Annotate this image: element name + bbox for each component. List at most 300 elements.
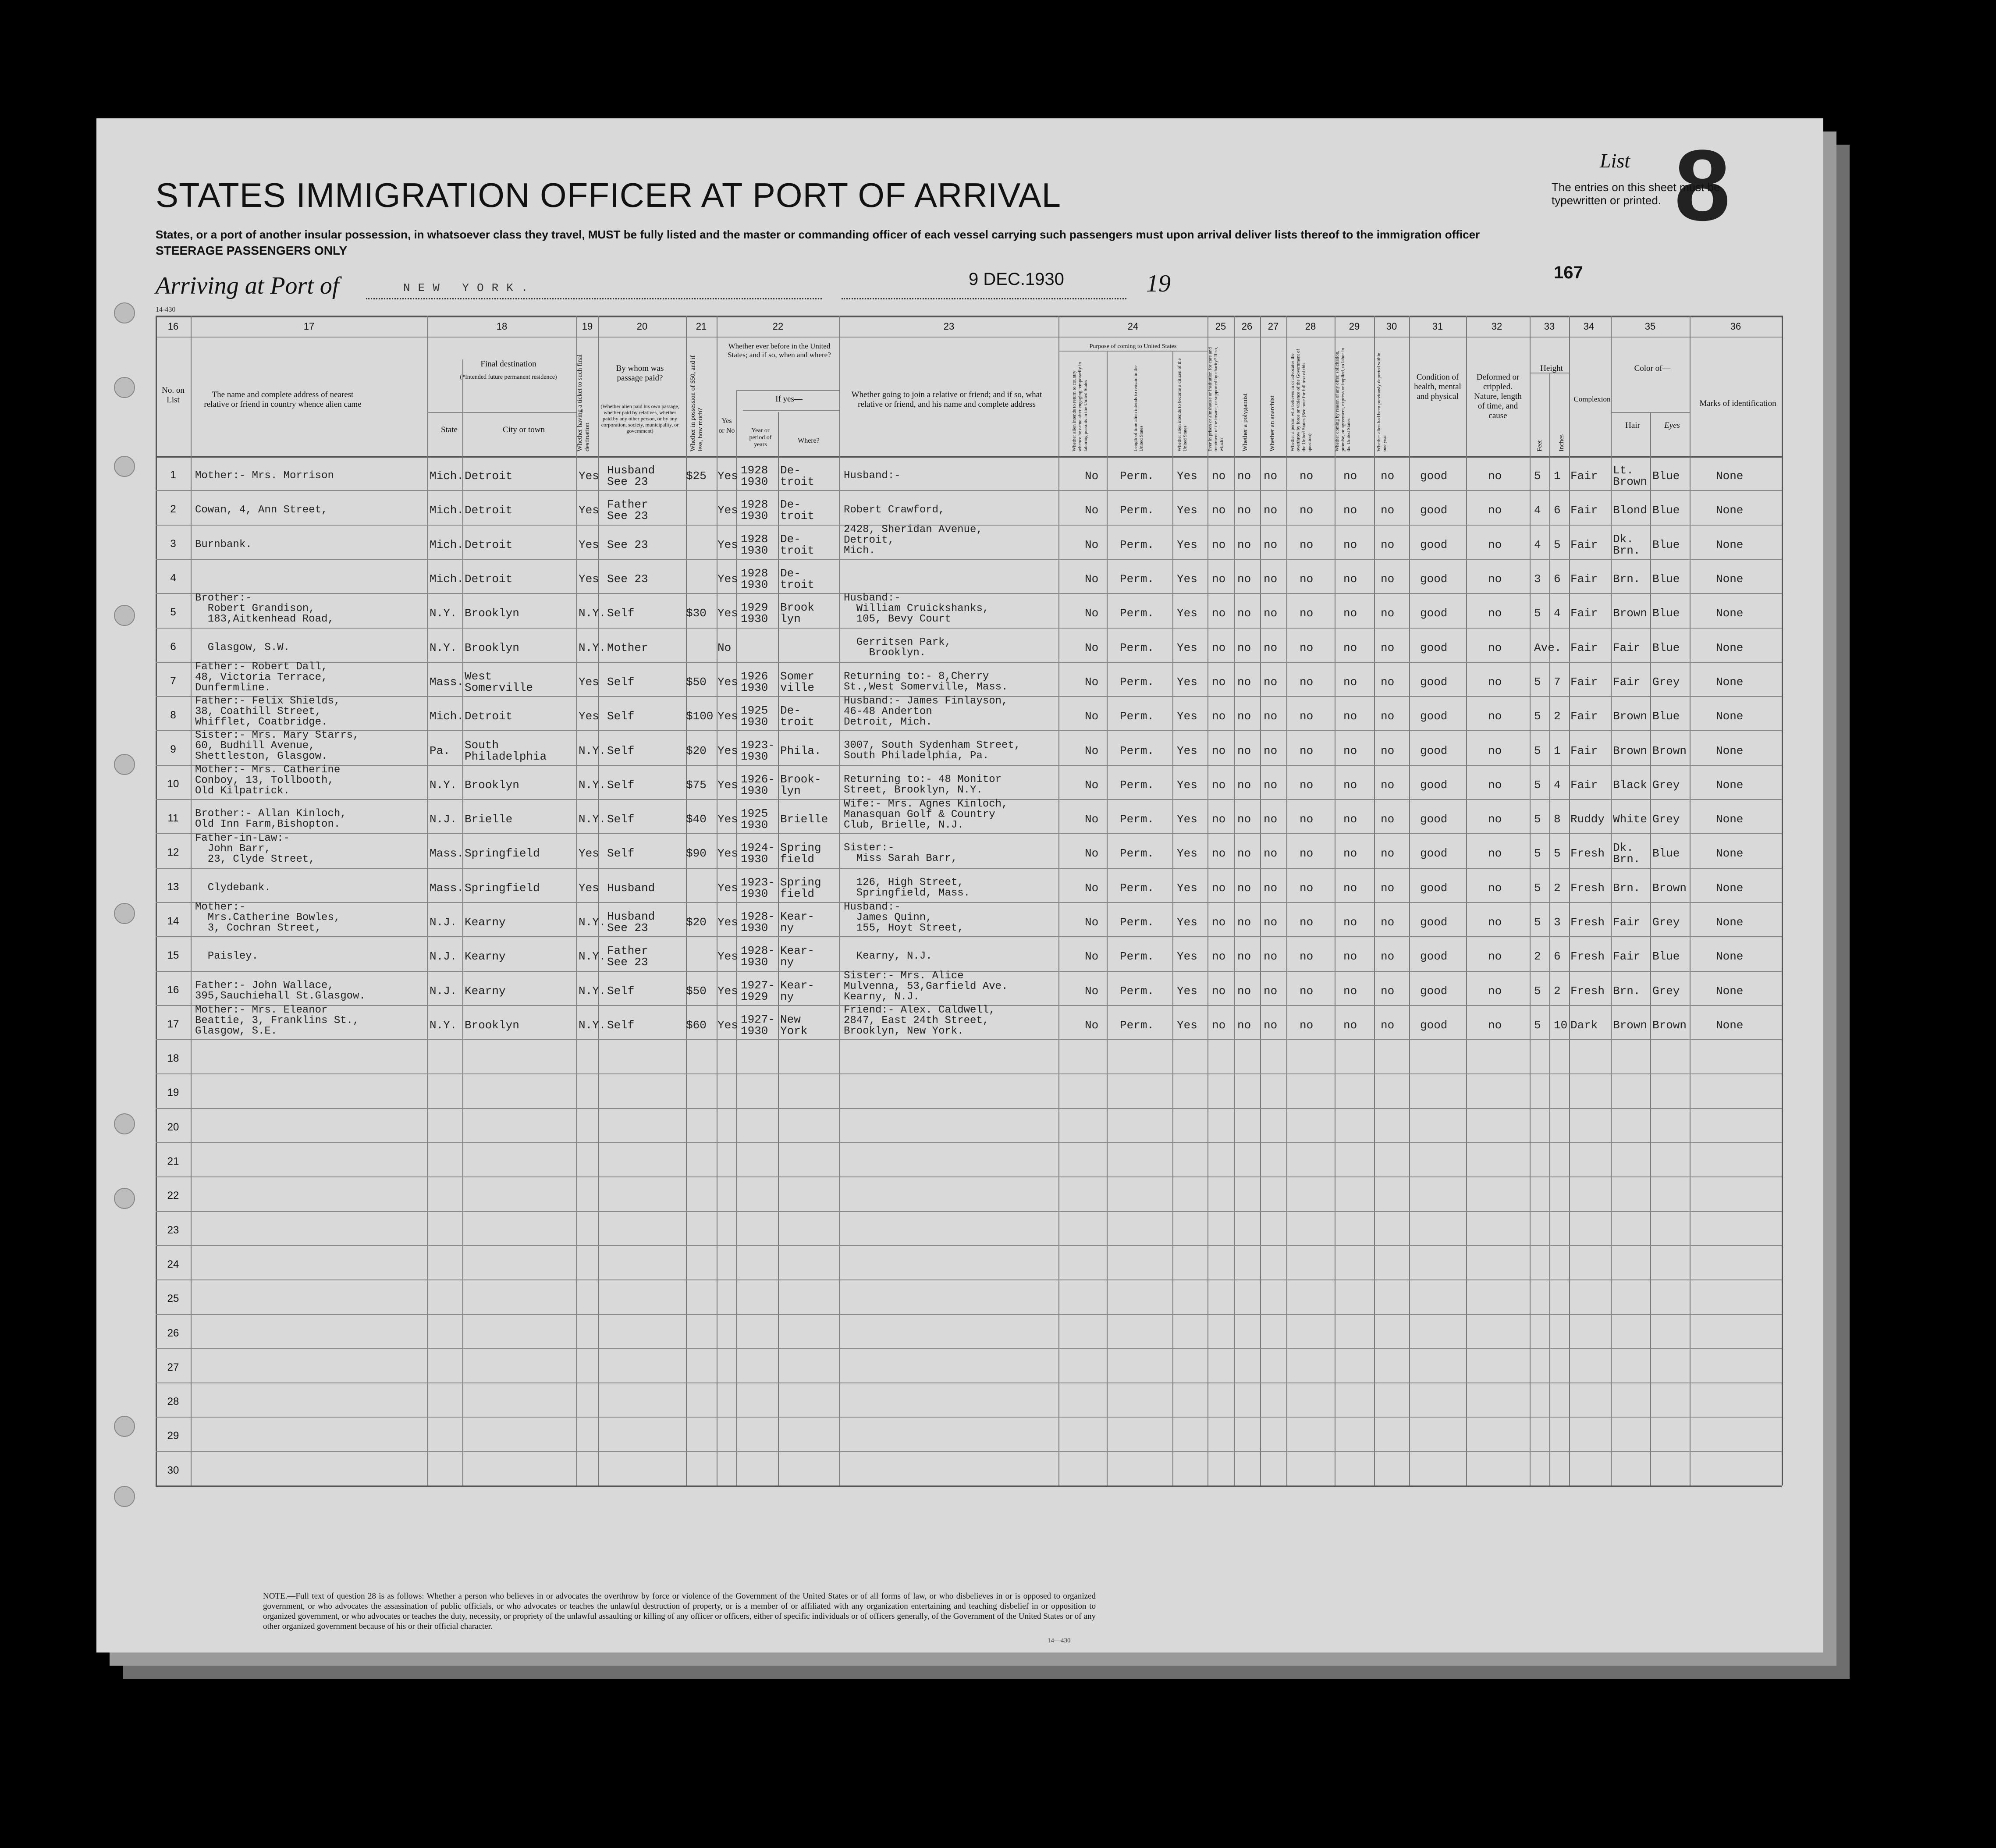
purpose-return: No [1085, 710, 1099, 723]
subcolumn-rule [462, 359, 463, 1486]
purpose-length: Perm. [1120, 950, 1154, 963]
column-number: 32 [1491, 321, 1502, 332]
row-rule [156, 902, 1782, 903]
previous-place: De- troit [780, 704, 815, 729]
previous-years: 1925 1930 [741, 807, 768, 832]
answer-q25: no [1212, 607, 1226, 620]
ticket-status: N.Y. [579, 607, 606, 620]
answer-q26: no [1237, 950, 1251, 963]
relative-address: Cowan, 4, Ann Street, [195, 504, 328, 516]
joining-relative: Sister:- Mrs. Alice Mulvenna, 53,Garfield Ave. Kearny, N.J. [844, 970, 1008, 1003]
passage-paid-by: Self [607, 1018, 635, 1032]
passage-paid-by: Father See 23 [607, 498, 648, 523]
purpose-length: Perm. [1120, 1018, 1154, 1032]
col20-note: (Whether alien paid his own passage, whether paid by relatives, whether paid by any other person, or by any corporation, society, municipality, or government) [600, 403, 679, 434]
answer-q25: no [1212, 1018, 1226, 1032]
answer-q29: no [1343, 778, 1357, 792]
previous-place: Kear- ny [780, 978, 815, 1003]
height-inches: 10 [1554, 1018, 1568, 1032]
answer-q26: no [1237, 675, 1251, 689]
page-subtitle: States, or a port of another insular possession, in whatsoever class they travel, MUST be fully listed and the master or commanding officer of each vessel carrying such passengers must upon arrival deliver lists thereof to the immigration officer [156, 228, 1480, 241]
col24-return: Whether alien intends to return to country whence he came after engaging temporarily in laboring pursuits in the United States [1072, 362, 1088, 451]
eye-color: Blue [1652, 950, 1680, 963]
previous-years: 1928 1930 [741, 532, 768, 557]
answer-q28: no [1300, 847, 1314, 860]
row-number: 9 [170, 743, 176, 756]
purpose-citizen: Yes [1177, 572, 1197, 586]
deformed-status: no [1488, 847, 1502, 860]
manifest-table [156, 316, 1782, 1552]
height-feet: 5 [1534, 881, 1541, 895]
previous-years: 1928 1930 [741, 464, 768, 489]
column-number: 18 [496, 321, 508, 332]
eye-color: Blue [1652, 847, 1680, 860]
purpose-return: No [1085, 984, 1099, 998]
port-name: NEW YORK. [403, 281, 536, 295]
height-feet: 5 [1534, 813, 1541, 826]
height-inches: 4 [1554, 607, 1561, 620]
col33-header: Height [1540, 364, 1563, 373]
answer-q26: no [1237, 607, 1251, 620]
destination-city: Kearny [465, 950, 506, 963]
row-number: 1 [170, 469, 176, 481]
health-condition: good [1420, 469, 1448, 483]
height-feet: 5 [1534, 675, 1541, 689]
answer-q28: no [1300, 710, 1314, 723]
previous-place: Phila. [780, 744, 821, 757]
answer-q30: no [1381, 778, 1395, 792]
purpose-return: No [1085, 504, 1099, 517]
money-amount: $90 [686, 847, 707, 860]
ticket-status: Yes [579, 847, 599, 860]
punch-hole [114, 754, 135, 775]
deformed-status: no [1488, 1018, 1502, 1032]
column-rule [686, 316, 687, 1486]
col27-header: Whether an anarchist [1269, 395, 1276, 451]
answer-q30: no [1381, 984, 1395, 998]
identification-marks: None [1716, 847, 1744, 860]
col23-header: Whether going to join a relative or friend; and if so, what relative or friend, and his name and complete address [851, 390, 1042, 409]
deformed-status: no [1488, 881, 1502, 895]
money-amount: $20 [686, 744, 707, 757]
complexion-value: Fair [1570, 504, 1598, 517]
height-feet: 5 [1534, 469, 1541, 483]
eye-color: Blue [1652, 469, 1680, 483]
row-rule [156, 1382, 1782, 1383]
subcolumn-rule [1549, 373, 1550, 1486]
row-number: 8 [170, 709, 176, 721]
ticket-status: Yes [579, 469, 599, 483]
row-number: 30 [167, 1464, 179, 1476]
column-number: 19 [582, 321, 593, 332]
column-rule [1611, 316, 1612, 1486]
answer-q25: no [1212, 710, 1226, 723]
answer-q29: no [1343, 950, 1357, 963]
purpose-citizen: Yes [1177, 607, 1197, 620]
answer-q30: no [1381, 813, 1395, 826]
eye-color: Brown [1652, 744, 1687, 757]
destination-city: West Somerville [465, 669, 533, 694]
height-inches: 6 [1554, 572, 1561, 586]
previously-in-us: No [717, 641, 732, 654]
previously-in-us: Yes [717, 572, 738, 586]
answer-q27: no [1264, 641, 1278, 654]
column-rule [1466, 316, 1467, 1486]
relative-address: Glasgow, S.W. [195, 641, 290, 654]
previous-years: 1928 1930 [741, 498, 768, 523]
money-amount: $20 [686, 916, 707, 929]
row-number: 29 [167, 1430, 179, 1442]
eye-color: Blue [1652, 641, 1680, 654]
col20-header: By whom was passage paid? [616, 364, 664, 383]
money-amount: $25 [686, 469, 707, 483]
identification-marks: None [1716, 1018, 1744, 1032]
joining-relative: Kearny, N.J. [844, 950, 932, 963]
joining-relative: Husband:- James Finlayson, 46-48 Anderton Detroit, Mich. [844, 695, 1008, 729]
column-number: 21 [696, 321, 707, 332]
answer-q25: no [1212, 538, 1226, 551]
answer-q28: no [1300, 469, 1314, 483]
row-rule [156, 662, 1782, 663]
purpose-length: Perm. [1120, 572, 1154, 586]
deformed-status: no [1488, 641, 1502, 654]
relative-address: Mother:- Mrs.Catherine Bowles, 3, Cochran Street, [195, 901, 341, 934]
hair-color: Fair [1613, 916, 1641, 929]
joining-relative: Husband:- James Quinn, 155, Hoyt Street, [844, 901, 964, 934]
relative-address: Clydebank. [195, 881, 271, 894]
height-inches: 6 [1554, 504, 1561, 517]
row-number: 17 [167, 1018, 179, 1030]
ticket-status: N.Y. [579, 641, 606, 654]
eye-color: Blue [1652, 572, 1680, 586]
previous-years: 1928 1930 [741, 567, 768, 592]
previously-in-us: Yes [717, 778, 738, 792]
previous-place: De- troit [780, 532, 815, 557]
answer-q30: no [1381, 916, 1395, 929]
column-number: 22 [772, 321, 784, 332]
health-condition: good [1420, 950, 1448, 963]
height-feet: 5 [1534, 984, 1541, 998]
ticket-status: Yes [579, 675, 599, 689]
destination-city: Springfield [465, 847, 540, 860]
hair-color: Black [1613, 778, 1648, 792]
answer-q28: no [1300, 607, 1314, 620]
row-rule [156, 628, 1782, 629]
previous-place: Somer ville [780, 669, 815, 694]
col21-header: Whether in possession of $50, and if less, how much? [689, 355, 704, 451]
answer-q27: no [1264, 881, 1278, 895]
hair-color: Brn. [1613, 984, 1641, 998]
previous-years: 1926 1930 [741, 669, 768, 694]
column-number: 28 [1305, 321, 1316, 332]
col34-header: Complexion [1573, 395, 1611, 403]
purpose-citizen: Yes [1177, 744, 1197, 757]
answer-q30: no [1381, 744, 1395, 757]
answer-q25: no [1212, 675, 1226, 689]
answer-q26: no [1237, 504, 1251, 517]
ticket-status: Yes [579, 881, 599, 895]
passage-paid-by: Self [607, 778, 635, 792]
eye-color: Brown [1652, 1018, 1687, 1032]
answer-q26: no [1237, 1018, 1251, 1032]
hair-color: Blond [1613, 504, 1648, 517]
height-inches: 7 [1554, 675, 1561, 689]
identification-marks: None [1716, 916, 1744, 929]
purpose-citizen: Yes [1177, 641, 1197, 654]
relative-address: Father:- Robert Dall, 48, Victoria Terrace, Dunfermline. [195, 661, 328, 694]
money-amount: $50 [686, 984, 707, 998]
col26-header: Whether a polygamist [1242, 393, 1249, 451]
previous-years: 1924- 1930 [741, 841, 775, 866]
height-feet: 3 [1534, 572, 1541, 586]
previously-in-us: Yes [717, 710, 738, 723]
row-number: 3 [170, 537, 176, 550]
answer-q29: no [1343, 847, 1357, 860]
previous-place: Brook- lyn [780, 772, 821, 797]
row-number: 14 [167, 915, 179, 927]
identification-marks: None [1716, 778, 1744, 792]
row-number: 19 [167, 1087, 179, 1099]
joining-relative: Husband:- William Cruickshanks, 105, Bevy Court [844, 592, 989, 625]
page-number: 167 [1554, 263, 1583, 282]
subcolumn-rule [778, 412, 779, 1486]
subcolumn-rule [736, 390, 737, 1486]
answer-q25: no [1212, 572, 1226, 586]
answer-q28: no [1300, 916, 1314, 929]
col33-inches: Inches [1558, 434, 1565, 451]
relative-address: Brother:- Allan Kinloch, Old Inn Farm,Bishopton. [195, 808, 347, 831]
money-amount: $30 [686, 607, 707, 620]
passage-paid-by: Self [607, 984, 635, 998]
complexion-value: Dark [1570, 1018, 1598, 1032]
purpose-length: Perm. [1120, 916, 1154, 929]
deformed-status: no [1488, 813, 1502, 826]
destination-city: Brooklyn [465, 1018, 519, 1032]
health-condition: good [1420, 813, 1448, 826]
identification-marks: None [1716, 504, 1744, 517]
answer-q28: no [1300, 538, 1314, 551]
deformed-status: no [1488, 778, 1502, 792]
row-rule [156, 1211, 1782, 1212]
answer-q27: no [1264, 950, 1278, 963]
col29-header: Whether coming by reason of any offer, solicitation, promise, or agreement, express or implied, to labor in the United States [1335, 348, 1351, 451]
answer-q25: no [1212, 916, 1226, 929]
column-number: 30 [1386, 321, 1397, 332]
answer-q26: no [1237, 778, 1251, 792]
row-number: 11 [167, 812, 179, 824]
health-condition: good [1420, 538, 1448, 551]
eye-color: Blue [1652, 607, 1680, 620]
eye-color: Brown [1652, 881, 1687, 895]
year-prefix: 19 [1146, 270, 1171, 297]
health-condition: good [1420, 675, 1448, 689]
answer-q29: no [1343, 641, 1357, 654]
hair-color: Fair [1613, 641, 1641, 654]
complexion-value: Ruddy [1570, 813, 1605, 826]
destination-city: Brooklyn [465, 778, 519, 792]
row-rule [156, 730, 1782, 731]
answer-q26: no [1237, 538, 1251, 551]
relative-address: Brother:- Robert Grandison, 183,Aitkenhead Road, [195, 592, 334, 625]
purpose-length: Perm. [1120, 984, 1154, 998]
answer-q27: no [1264, 916, 1278, 929]
deformed-status: no [1488, 950, 1502, 963]
joining-relative: Friend:- Alex. Caldwell, 2847, East 24th Street, Brooklyn, New York. [844, 1004, 995, 1037]
height-feet: 5 [1534, 916, 1541, 929]
answer-q29: no [1343, 607, 1357, 620]
footnote: NOTE.—Full text of question 28 is as follows: Whether a person who believes in or advocates the overthrow by force or violence of the Government of the United States or of all forms of law, or who disbelieves in or is opposed to organized government, or who advocates the assassination of public officials, or who advocates or teaches the unlawful destruction of property, or is a member of or affiliated with any organization entertaining and teaching disbelief in or opposition to organized government, or who advocates or teaches the duty, necessity, or propriety of the unlawful assaulting or killing of any officer or officers, either of specific individuals or of officers generally, of the Government of the United States or of any other organized government because of his or their official character. [263, 1592, 1096, 1631]
destination-city: Brooklyn [465, 641, 519, 654]
health-condition: good [1420, 641, 1448, 654]
joining-relative: 2428, Sheridan Avenue, Detroit, Mich. [844, 523, 983, 557]
row-number: 15 [167, 949, 179, 962]
purpose-return: No [1085, 675, 1099, 689]
row-number: 4 [170, 572, 176, 584]
complexion-value: Fair [1570, 572, 1598, 586]
joining-relative: Robert Crawford, [844, 504, 945, 516]
row-rule [156, 1039, 1782, 1040]
health-condition: good [1420, 504, 1448, 517]
answer-q28: no [1300, 675, 1314, 689]
row-rule [156, 1108, 1782, 1109]
destination-city: Springfield [465, 881, 540, 895]
column-rule [839, 316, 840, 1486]
joining-relative: Returning to:- 48 Monitor Street, Brooklyn, N.Y. [844, 773, 1002, 796]
answer-q28: no [1300, 572, 1314, 586]
punch-hole [114, 1416, 135, 1437]
answer-q28: no [1300, 984, 1314, 998]
previously-in-us: Yes [717, 950, 738, 963]
answer-q27: no [1264, 607, 1278, 620]
answer-q27: no [1264, 572, 1278, 586]
height-feet: 4 [1534, 538, 1541, 551]
destination-city: Kearny [465, 984, 506, 998]
destination-state: N.J. [430, 950, 457, 963]
destination-state: N.Y. [430, 607, 457, 620]
answer-q29: no [1343, 710, 1357, 723]
ticket-status: N.Y. [579, 950, 606, 963]
column-rule [1286, 316, 1287, 1486]
ticket-status: N.Y. [579, 916, 606, 929]
answer-q27: no [1264, 1018, 1278, 1032]
complexion-value: Fresh [1570, 916, 1605, 929]
answer-q28: no [1300, 641, 1314, 654]
destination-state: N.Y. [430, 1018, 457, 1032]
answer-q29: no [1343, 916, 1357, 929]
purpose-citizen: Yes [1177, 469, 1197, 483]
column-number: 34 [1583, 321, 1595, 332]
identification-marks: None [1716, 607, 1744, 620]
passage-paid-by: Husband [607, 881, 655, 895]
eye-color: Grey [1652, 984, 1680, 998]
col30-header: Whether alien had been previously deported within one year [1376, 352, 1387, 451]
previous-years: 1925 1930 [741, 704, 768, 729]
previous-place: Spring field [780, 841, 821, 866]
answer-q30: no [1381, 675, 1395, 689]
height-feet: 4 [1534, 504, 1541, 517]
previously-in-us: Yes [717, 847, 738, 860]
relative-address: Mother:- Mrs. Eleanor Beattie, 3, Franklins St., Glasgow, S.E. [195, 1004, 359, 1037]
hair-color: Brown [1613, 1018, 1648, 1032]
row-rule [156, 1073, 1782, 1074]
eye-color: Grey [1652, 916, 1680, 929]
deformed-status: no [1488, 469, 1502, 483]
row-number: 13 [167, 881, 179, 893]
column-rule [1530, 316, 1531, 1486]
row-rule [156, 765, 1782, 766]
previous-years: 1926- 1930 [741, 772, 775, 797]
destination-state: N.Y. [430, 778, 457, 792]
height-inches: 4 [1554, 778, 1561, 792]
purpose-return: No [1085, 469, 1099, 483]
purpose-length: Perm. [1120, 881, 1154, 895]
row-number: 5 [170, 606, 176, 618]
money-amount: $100 [686, 710, 714, 723]
passage-paid-by: Husband See 23 [607, 910, 655, 935]
row-number: 24 [167, 1258, 179, 1270]
column-number: 31 [1432, 321, 1443, 332]
column-number: 25 [1215, 321, 1226, 332]
height-feet: 5 [1534, 607, 1541, 620]
column-number: 16 [167, 321, 179, 332]
list-number: 8 [1674, 129, 1730, 242]
purpose-return: No [1085, 916, 1099, 929]
previous-years: 1927- 1930 [741, 1013, 775, 1038]
joining-relative: 126, High Street, Springfield, Mass. [856, 876, 970, 899]
health-condition: good [1420, 744, 1448, 757]
previous-place: De- troit [780, 567, 815, 592]
destination-state: Mass. [430, 847, 464, 860]
col18-header: Final destination [480, 359, 536, 369]
row-rule [156, 1142, 1782, 1143]
purpose-citizen: Yes [1177, 984, 1197, 998]
row-number: 22 [167, 1190, 179, 1202]
row-number: 27 [167, 1361, 179, 1373]
destination-city: Detroit [465, 572, 513, 586]
height-feet: 5 [1534, 710, 1541, 723]
previous-years: 1928- 1930 [741, 944, 775, 969]
answer-q25: no [1212, 778, 1226, 792]
answer-q28: no [1300, 1018, 1314, 1032]
hair-color: Fair [1613, 675, 1641, 689]
identification-marks: None [1716, 710, 1744, 723]
col18-city: City or town [502, 425, 545, 434]
column-number: 35 [1644, 321, 1656, 332]
table-top-rule [156, 316, 1782, 317]
destination-state: Mich. [430, 710, 464, 723]
passage-paid-by: Self [607, 710, 635, 723]
answer-q30: no [1381, 572, 1395, 586]
destination-state: N.Y. [430, 641, 457, 654]
ticket-status: Yes [579, 538, 599, 551]
purpose-length: Perm. [1120, 538, 1154, 551]
height-inches: 5 [1554, 538, 1561, 551]
deformed-status: no [1488, 984, 1502, 998]
purpose-length: Perm. [1120, 675, 1154, 689]
answer-q26: no [1237, 469, 1251, 483]
date-underline [842, 298, 1126, 299]
height-inches: 3 [1554, 916, 1561, 929]
col24-length: Length of time alien intends to remain in the United States [1133, 365, 1144, 451]
destination-state: Mich. [430, 469, 464, 483]
column-rule [1782, 316, 1783, 1486]
punch-hole [114, 456, 135, 477]
complexion-value: Fresh [1570, 984, 1605, 998]
ticket-status: N.Y. [579, 744, 606, 757]
answer-q25: no [1212, 847, 1226, 860]
column-number: 29 [1349, 321, 1360, 332]
column-number: 36 [1730, 321, 1741, 332]
